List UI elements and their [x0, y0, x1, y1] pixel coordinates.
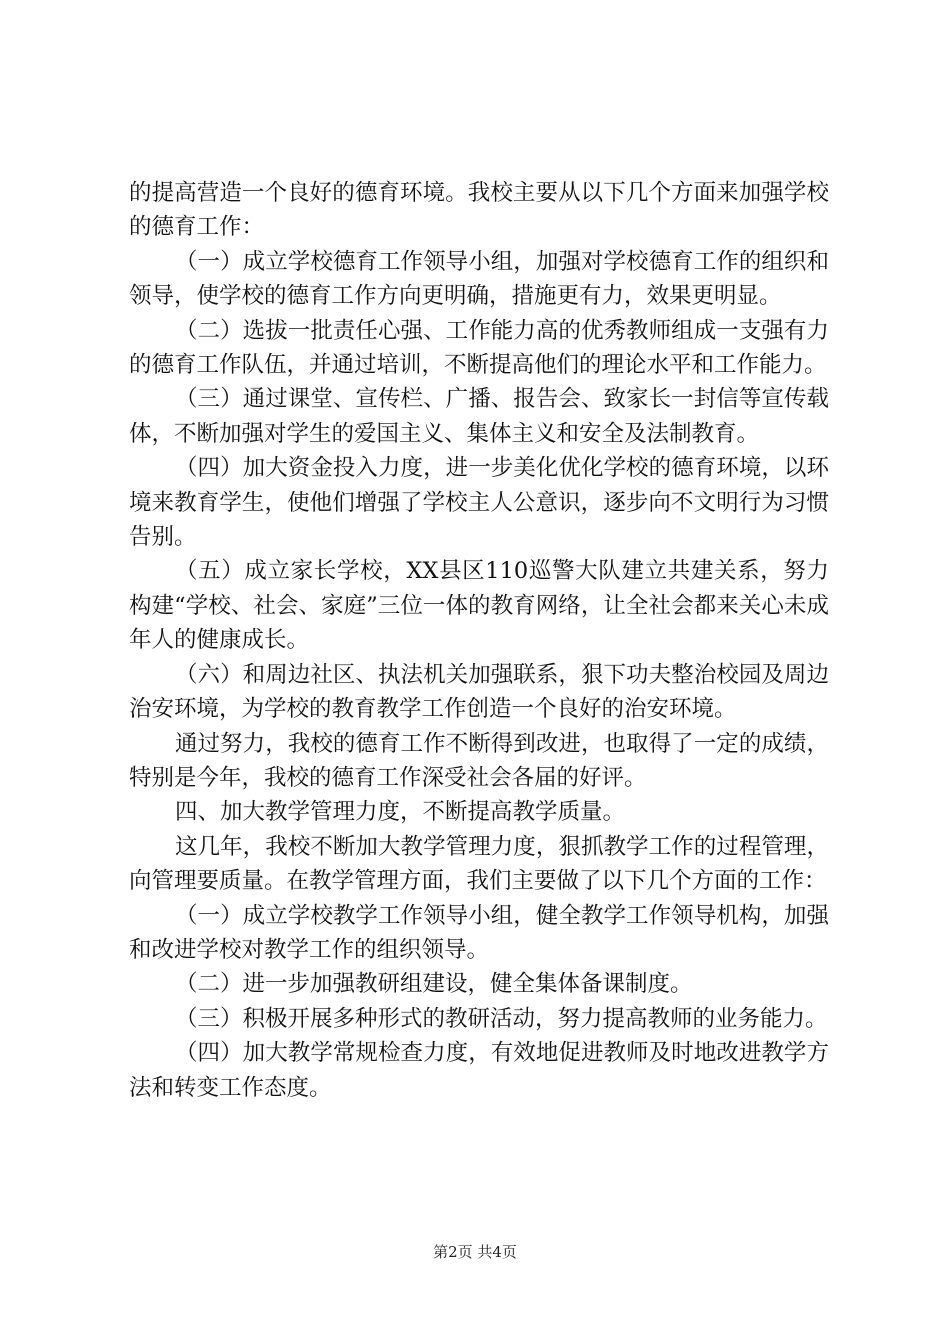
paragraph-moral-summary: 通过努力，我校的德育工作不断得到改进，也取得了一定的成绩，特别是今年，我校的德育工作深受社会各届的好评。: [129, 730, 829, 791]
paragraph-moral-item-4: （四）加大资金投入力度，进一步美化优化学校的德育环境，以环境来教育学生，使他们增强了学校主人公意识，逐步向不文明行为习惯告别。: [129, 455, 829, 551]
document-body: [129, 176, 829, 1105]
paragraph-teaching-item-1: （一）成立学校教学工作领导小组，健全教学工作领导机构，加强和改进学校对教学工作的组织领导。: [129, 902, 829, 963]
paragraph-moral-item-1: （一）成立学校德育工作领导小组，加强对学校德育工作的组织和领导，使学校的德育工作方向更明确，措施更有力，效果更明显。: [129, 248, 829, 310]
paragraph-teaching-item-2: （二）进一步加强教研组建设，健全集体备课制度。: [175, 971, 693, 998]
section-heading-teaching: 四、加大教学管理力度，不断提高教学质量。: [175, 799, 626, 826]
paragraph-moral-item-2: （二）选拔一批责任心强、工作能力高的优秀教师组成一支强有力的德育工作队伍，并通过培训，不断提高他们的理论水平和工作能力。: [129, 317, 829, 379]
paragraph-teaching-item-3: （三）积极开展多种形式的教研活动，努力提高教师的业务能力。: [175, 1005, 828, 1032]
paragraph-moral-item-3: （三）通过课堂、宣传栏、广播、报告会、致家长一封信等宣传载体，不断加强对学生的爱国主义、集体主义和安全及法制教育。: [129, 386, 829, 447]
paragraph-teaching-item-4: （四）加大教学常规检查力度，有效地促进教师及时地改进教学方法和转变工作态度。: [129, 1040, 829, 1101]
paragraph-continuation: 的提高营造一个良好的德育环境。我校主要从以下几个方面来加强学校的德育工作：: [129, 180, 829, 241]
paragraph-teaching-intro: 这几年，我校不断加大教学管理力度，狠抓教学工作的过程管理，向管理要质量。在教学管理方面，我们主要做了以下几个方面的工作：: [129, 833, 829, 895]
paragraph-moral-item-5: （五）成立家长学校，XX县区110巡警大队建立共建关系，努力构建“学校、社会、家庭”三位一体的教育网络，让全社会都来关心未成年人的健康成长。: [129, 558, 829, 654]
paragraph-moral-item-6: （六）和周边社区、执法机关加强联系，狠下功夫整治校园及周边治安环境，为学校的教育教学工作创造一个良好的治安环境。: [129, 661, 829, 723]
page-number-footer: 第2页 共4页: [433, 1243, 517, 1261]
